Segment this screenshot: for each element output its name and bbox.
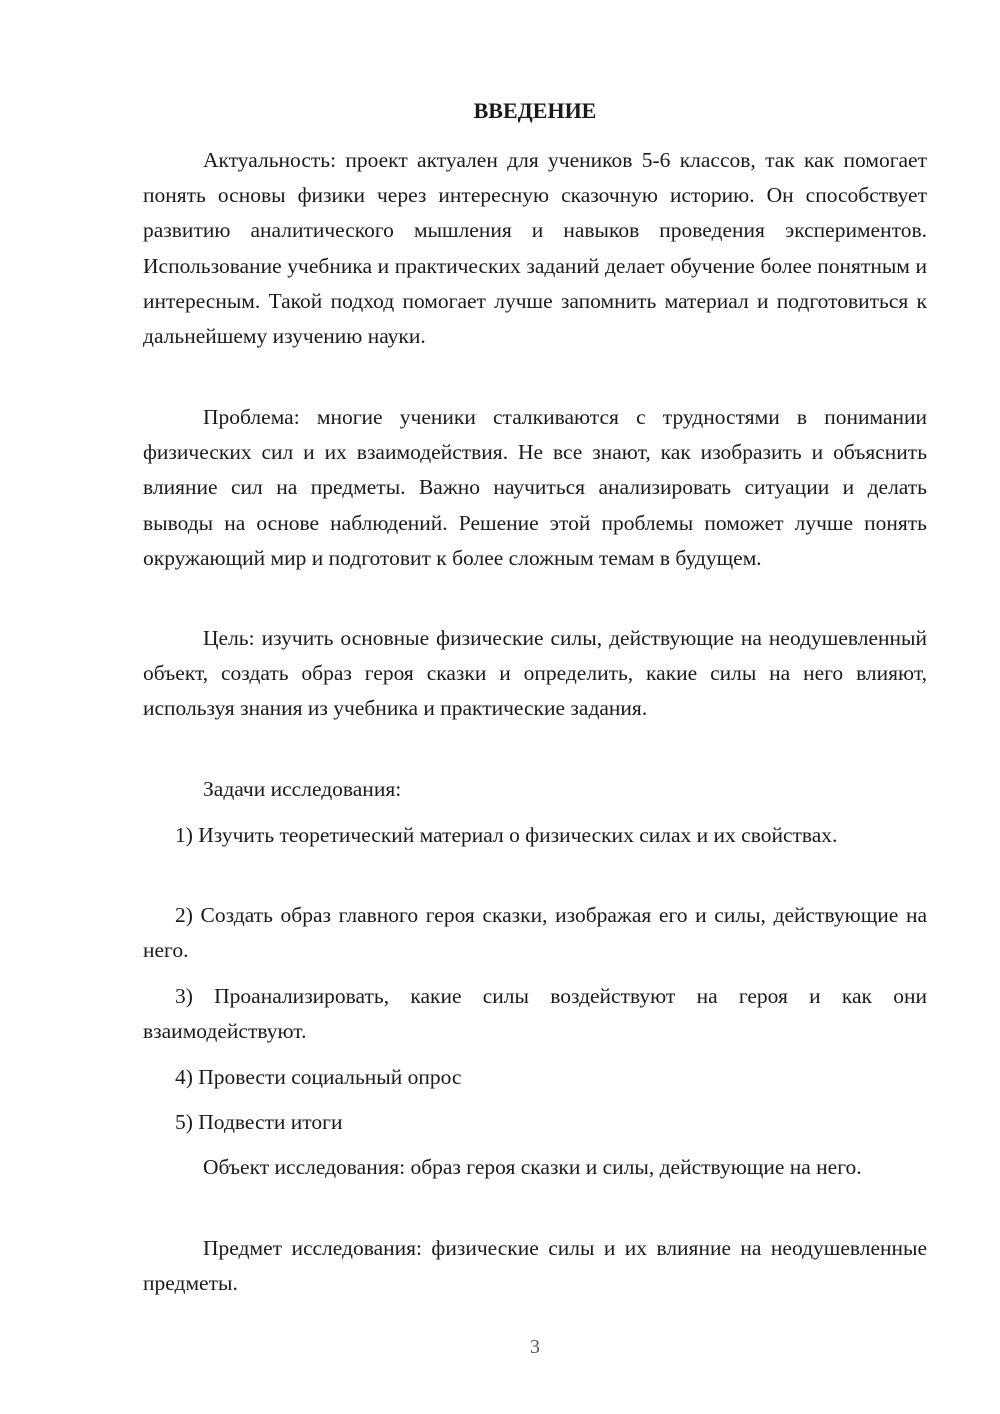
paragraph-goal: Цель: изучить основные физические силы, действующие на неодушевленный объект, создать образ героя сказки и определить, какие силы на него влияют, используя знания из учебника и практические задания. <box>143 626 927 721</box>
task-item-1: 1) Изучить теоретический материал о физических силах и их свойствах. <box>175 823 838 847</box>
task-item-3: 3) Проанализировать, какие силы воздействуют на героя и как они взаимодействуют. <box>143 984 927 1044</box>
paragraph-subject: Предмет исследования: физические силы и их влияние на неодушевленные предметы. <box>143 1236 927 1296</box>
paragraph-object: Объект исследования: образ героя сказки и силы, действующие на него. <box>203 1155 862 1179</box>
paragraph-relevance: Актуальность: проект актуален для учеников 5-6 классов, так как помогает понять основы физики через интересную сказочную историю. Он способствует развитию аналитического мышления и навыков проведения экспериментов. Использование учебника и практических заданий делает обучение более понятным и интересным. Такой подход помогает лучше запомнить материал и подготовиться к дальнейшему изучению науки. <box>143 148 927 349</box>
task-item-4: 4) Провести социальный опрос <box>175 1065 462 1089</box>
task-item-2: 2) Создать образ главного героя сказки, изображая его и силы, действующие на него. <box>143 903 927 963</box>
page-title: ВВЕДЕНИЕ <box>473 98 597 123</box>
task-item-5: 5) Подвести итоги <box>175 1110 343 1134</box>
page-number: 3 <box>530 1336 540 1358</box>
tasks-heading: Задачи исследования: <box>203 777 402 801</box>
paragraph-problem: Проблема: многие ученики сталкиваются с трудностями в понимании физических сил и их взаимодействия. Не все знают, как изобразить и объяснить влияние сил на предметы. Важно научиться анализировать ситуации и делать выводы на основе наблюдений. Решение этой проблемы поможет лучше понять окружающий мир и подготовит к более сложным темам в будущем. <box>143 405 927 570</box>
